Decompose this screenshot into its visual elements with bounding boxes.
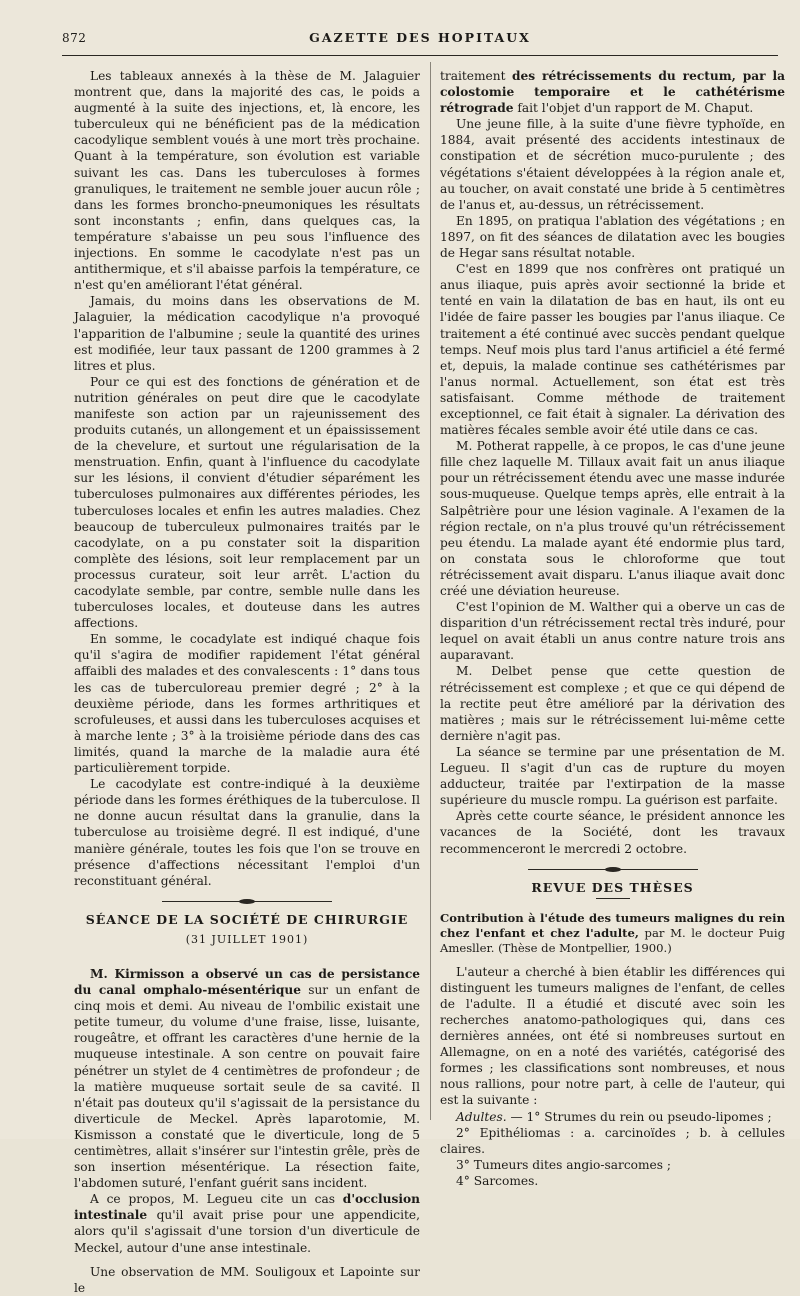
list-item bbox=[440, 1109, 785, 1125]
section-title: SÉANCE DE LA SOCIÉTÉ DE CHIRURGIE bbox=[85, 911, 409, 927]
thesis-reference bbox=[440, 911, 785, 956]
column-divider bbox=[430, 62, 431, 1120]
list-item: 3° Tumeurs dites angio-sarcomes ; bbox=[456, 1157, 671, 1172]
thesis-author: par M. le docteur Puig Amesller. (Thèse de Montpellier, 1900.) bbox=[440, 925, 786, 955]
paragraph: C'est en 1899 que nos confrères ont pratiqué un anus iliaque, puis après avoir sectionné la bride et tenté en vain la dilatation de bas en haut, ils ont eu l'idée de faire passer les bougies par l'anus iliaque. Ce traitement a été continué avec succès pendant quelque temps. Neuf mois plus tard l'anus artificiel a été fermé et, depuis, la malade continue ses cathétérismes par l'anus normal. Actuellement, son état est très satisfaisant. Comme méthode de traitement exceptionnel, ce fait était à signaler. La dérivation des matières fécales semble avoir été utile dans ce cas. bbox=[440, 262, 785, 438]
paragraph: Les tableaux annexés à la thèse de M. Jalaguier montrent que, dans la majorité des cas, le poids a augmenté à la suite des injections, et, là encore, les tuberculeux qui ne bénéficient pas de la médication cacodylique semblent voués à une mort très prochaine. Quant à la température, son évolution est variable suivant les cas. Dans les tuberculoses à formes granuliques, le traitement ne semble jouer aucun rôle ; dans les formes broncho-pneumoniques les résultats sont inconstants ; enfin, dans quelques cas, la température s'abaisse un peu sous l'influence des injections. En somme le cacodylate n'est pas un antithermique, et s'il abaisse parfois la température, ce n'est qu'en améliorant l'état général. bbox=[74, 69, 420, 293]
left-column bbox=[74, 68, 420, 1296]
bold-term: d'occlusion intestinale bbox=[74, 1192, 420, 1223]
ornament-separator bbox=[74, 901, 420, 902]
paragraph bbox=[440, 68, 785, 116]
page-header bbox=[62, 28, 778, 50]
paragraph-text: A ce propos, M. Legueu cite un cas bbox=[90, 1192, 343, 1207]
paragraph bbox=[74, 966, 420, 1191]
short-rule bbox=[440, 898, 785, 899]
bold-lead: M. Kirmisson a observé un cas de persistance du canal omphalo-mésentérique bbox=[74, 966, 420, 998]
header-rule bbox=[62, 55, 778, 56]
paragraph: En somme, le cocadylate est indiqué chaque fois qu'il s'agira de modifier rapidement l'état général affaibli des malades et des convalescents : 1° dans tous les cas de tuberculoreau premier degré ; 2° à la deuxième période, dans les formes arthritiques et scrofuleuses, et aussi dans les tuberculoses acquises et à marche lente ; 3° à la troisième période dans des cas limités, quand la marche de la maladie aura été particulièrement torpide. bbox=[74, 632, 420, 776]
ornament-separator bbox=[440, 869, 785, 870]
running-title: GAZETTE DES HOPITAUX bbox=[309, 30, 531, 45]
list-item: 4° Sarcomes. bbox=[456, 1173, 539, 1188]
paragraph: L'auteur a cherché à bien établir les différences qui distinguent les tumeurs malignes de l'enfant, de celles de l'adulte. Il a étudié et discuté avec soin les recherches anatomo-pathologiques qui, dans ces dernières années, ont été si nombreuses surtout en Allemagne, on en a noté des variétés, catégorisé des formes ; les classifications sont nombreuses, et nous nous rallions, pour notre part, à celle de l'auteur, qui est la suivante : bbox=[440, 964, 785, 1108]
review-title: REVUE DES THÈSES bbox=[531, 879, 694, 895]
paragraph-text: traitement bbox=[440, 69, 513, 83]
list-text: — 1° Strumes du rein ou pseudo-lipomes ; bbox=[506, 1109, 772, 1124]
paragraph-text: qu'il avait prise pour une appendicite, alors qu'il s'agissait d'une torsion d'un diverticule de Meckel, autour d'une anse intestinale. bbox=[74, 1208, 420, 1255]
section-date: (31 JUILLET 1901) bbox=[185, 932, 309, 946]
paragraph bbox=[74, 1191, 420, 1255]
list-item: 2° Epithéliomas : a. carcinoïdes ; b. à cellules claires. bbox=[440, 1125, 785, 1156]
paragraph: M. Potherat rappelle, à ce propos, le cas d'une jeune fille chez laquelle M. Tillaux avait fait un anus iliaque pour un rétrécissement étendu avec une masse indurée sous-muqueuse. Quelque temps après, elle entrait à la Salpêtrière pour une lésion vaginale. A l'examen de la région rectale, on n'a plus trouvé qu'un rétrécissement peu étendu. La malade ayant été endormie plus tard, on constata sous le chloroforme que tout rétrécissement avait disparu. L'anus iliaque avait donc créé une déviation heureuse. bbox=[440, 439, 785, 598]
paragraph: En 1895, on pratiqua l'ablation des végétations ; en 1897, on fit des séances de dilatation avec les bougies de Hegar sans résultat notable. bbox=[440, 213, 785, 261]
thesis-title: Contribution à l'étude des tumeurs malignes du rein chez l'enfant et chez l'adulte, bbox=[440, 910, 785, 940]
paragraph: M. Delbet pense que cette question de rétrécissement est complexe ; et que ce qui dépend de la rectite peut être amélioré par la dérivation des matières ; mais sur le rétrécissement lui-même cette dernière n'agit pas. bbox=[440, 664, 785, 743]
paragraph: Une jeune fille, à la suite d'une fièvre typhoïde, en 1884, avait présenté des accidents intestinaux de constipation et de sécrétion muco-purulente ; des végétations s'étaient développées à la région anale et, au toucher, on avait constaté une bride à 5 centimètres de l'anus et, au-dessus, un rétrécissement. bbox=[440, 117, 785, 212]
paragraph: La séance se termine par une présentation de M. Legueu. Il s'agit d'un cas de rupture du moyen adducteur, traitée par l'extirpation de la masse supérieure du muscle rompu. La guérison est parfaite. bbox=[440, 744, 785, 808]
paragraph: Après cette courte séance, le président annonce les vacances de la Société, dont les travaux recommenceront le mercredi 2 octobre. bbox=[440, 809, 785, 856]
paragraph: Pour ce qui est des fonctions de génération et de nutrition générales on peut dire que le cacodylate manifeste son action par un rajeunissement des produits cutanés, un allongement et un épaississement de la chevelure, et surtout une régularisation de la menstruation. Enfin, quant à l'influence du cacodylate sur les lésions, il convient d'étudier séparément les tuberculoses pulmonaires aux différentes périodes, les tuberculoses locales et enfin les autres maladies. Chez beaucoup de tuberculeux pulmonaires traités par le cacodylate, on a pu constater soit la disparition complète des lésions, soit leur remplacement par un processus curateur, soit leur arrêt. L'action du cacodylate semble, par contre, semble nulle dans les tuberculoses locales, et douteuse dans les autres affections. bbox=[74, 374, 420, 631]
right-column bbox=[440, 68, 785, 1189]
paragraph: C'est l'opinion de M. Walther qui a oberve un cas de disparition d'un rétrécissement rectal très induré, pour lequel on avait établi un anus contre nature trois ans auparavant. bbox=[440, 600, 785, 663]
paragraph: Une observation de MM. Souligoux et Lapointe sur le bbox=[74, 1264, 420, 1295]
list-label: Adultes. bbox=[456, 1109, 507, 1124]
paragraph: Jamais, du moins dans les observations de M. Jalaguier, la médication cacodylique n'a provoqué l'apparition de l'albumine ; seule la quantité des urines est modifiée, leur taux passant de 1200 grammes à 2 litres et plus. bbox=[74, 294, 420, 373]
paragraph: Le cacodylate est contre-indiqué à la deuxième période dans les formes éréthiques de la tuberculose. Il ne donne aucun résultat dans la granulie, dans la tuberculose au troisième degré. Il est indiqué, d'une manière générale, toutes les fois que l'on se trouve en présence d'affections nécessitant l'emploi d'un reconstituant général. bbox=[74, 777, 420, 888]
paragraph-text: fait l'objet d'un rapport de M. Chaput. bbox=[513, 101, 754, 116]
page-number: 872 bbox=[62, 31, 87, 45]
paragraph-text: sur un enfant de cinq mois et demi. Au niveau de l'ombilic existait une petite tumeur, du volume d'une fraise, lisse, luisante, rougeâtre, et offrant les caractères d'une hernie de la muqueuse intestinale. A son centre on pouvait faire pénétrer un stylet de 4 centimètres de profondeur ; de la matière muqueuse sortait seule de sa cavité. Il n'était pas douteux qu'il s'agissait de la persistance du diverticule de Meckel. Après laparotomie, M. Kismisson a constaté que le diverticule, long de 5 centimètres, allait s'insérer sur l'intestin grêle, près de son insertion mésentérique. La résection faite, l'abdomen suturé, l'enfant guérit sans incident. bbox=[74, 983, 420, 1191]
bold-term: des rétrécissements du rectum, par la colostomie temporaire et le cathétérisme rétrograde bbox=[440, 69, 785, 116]
